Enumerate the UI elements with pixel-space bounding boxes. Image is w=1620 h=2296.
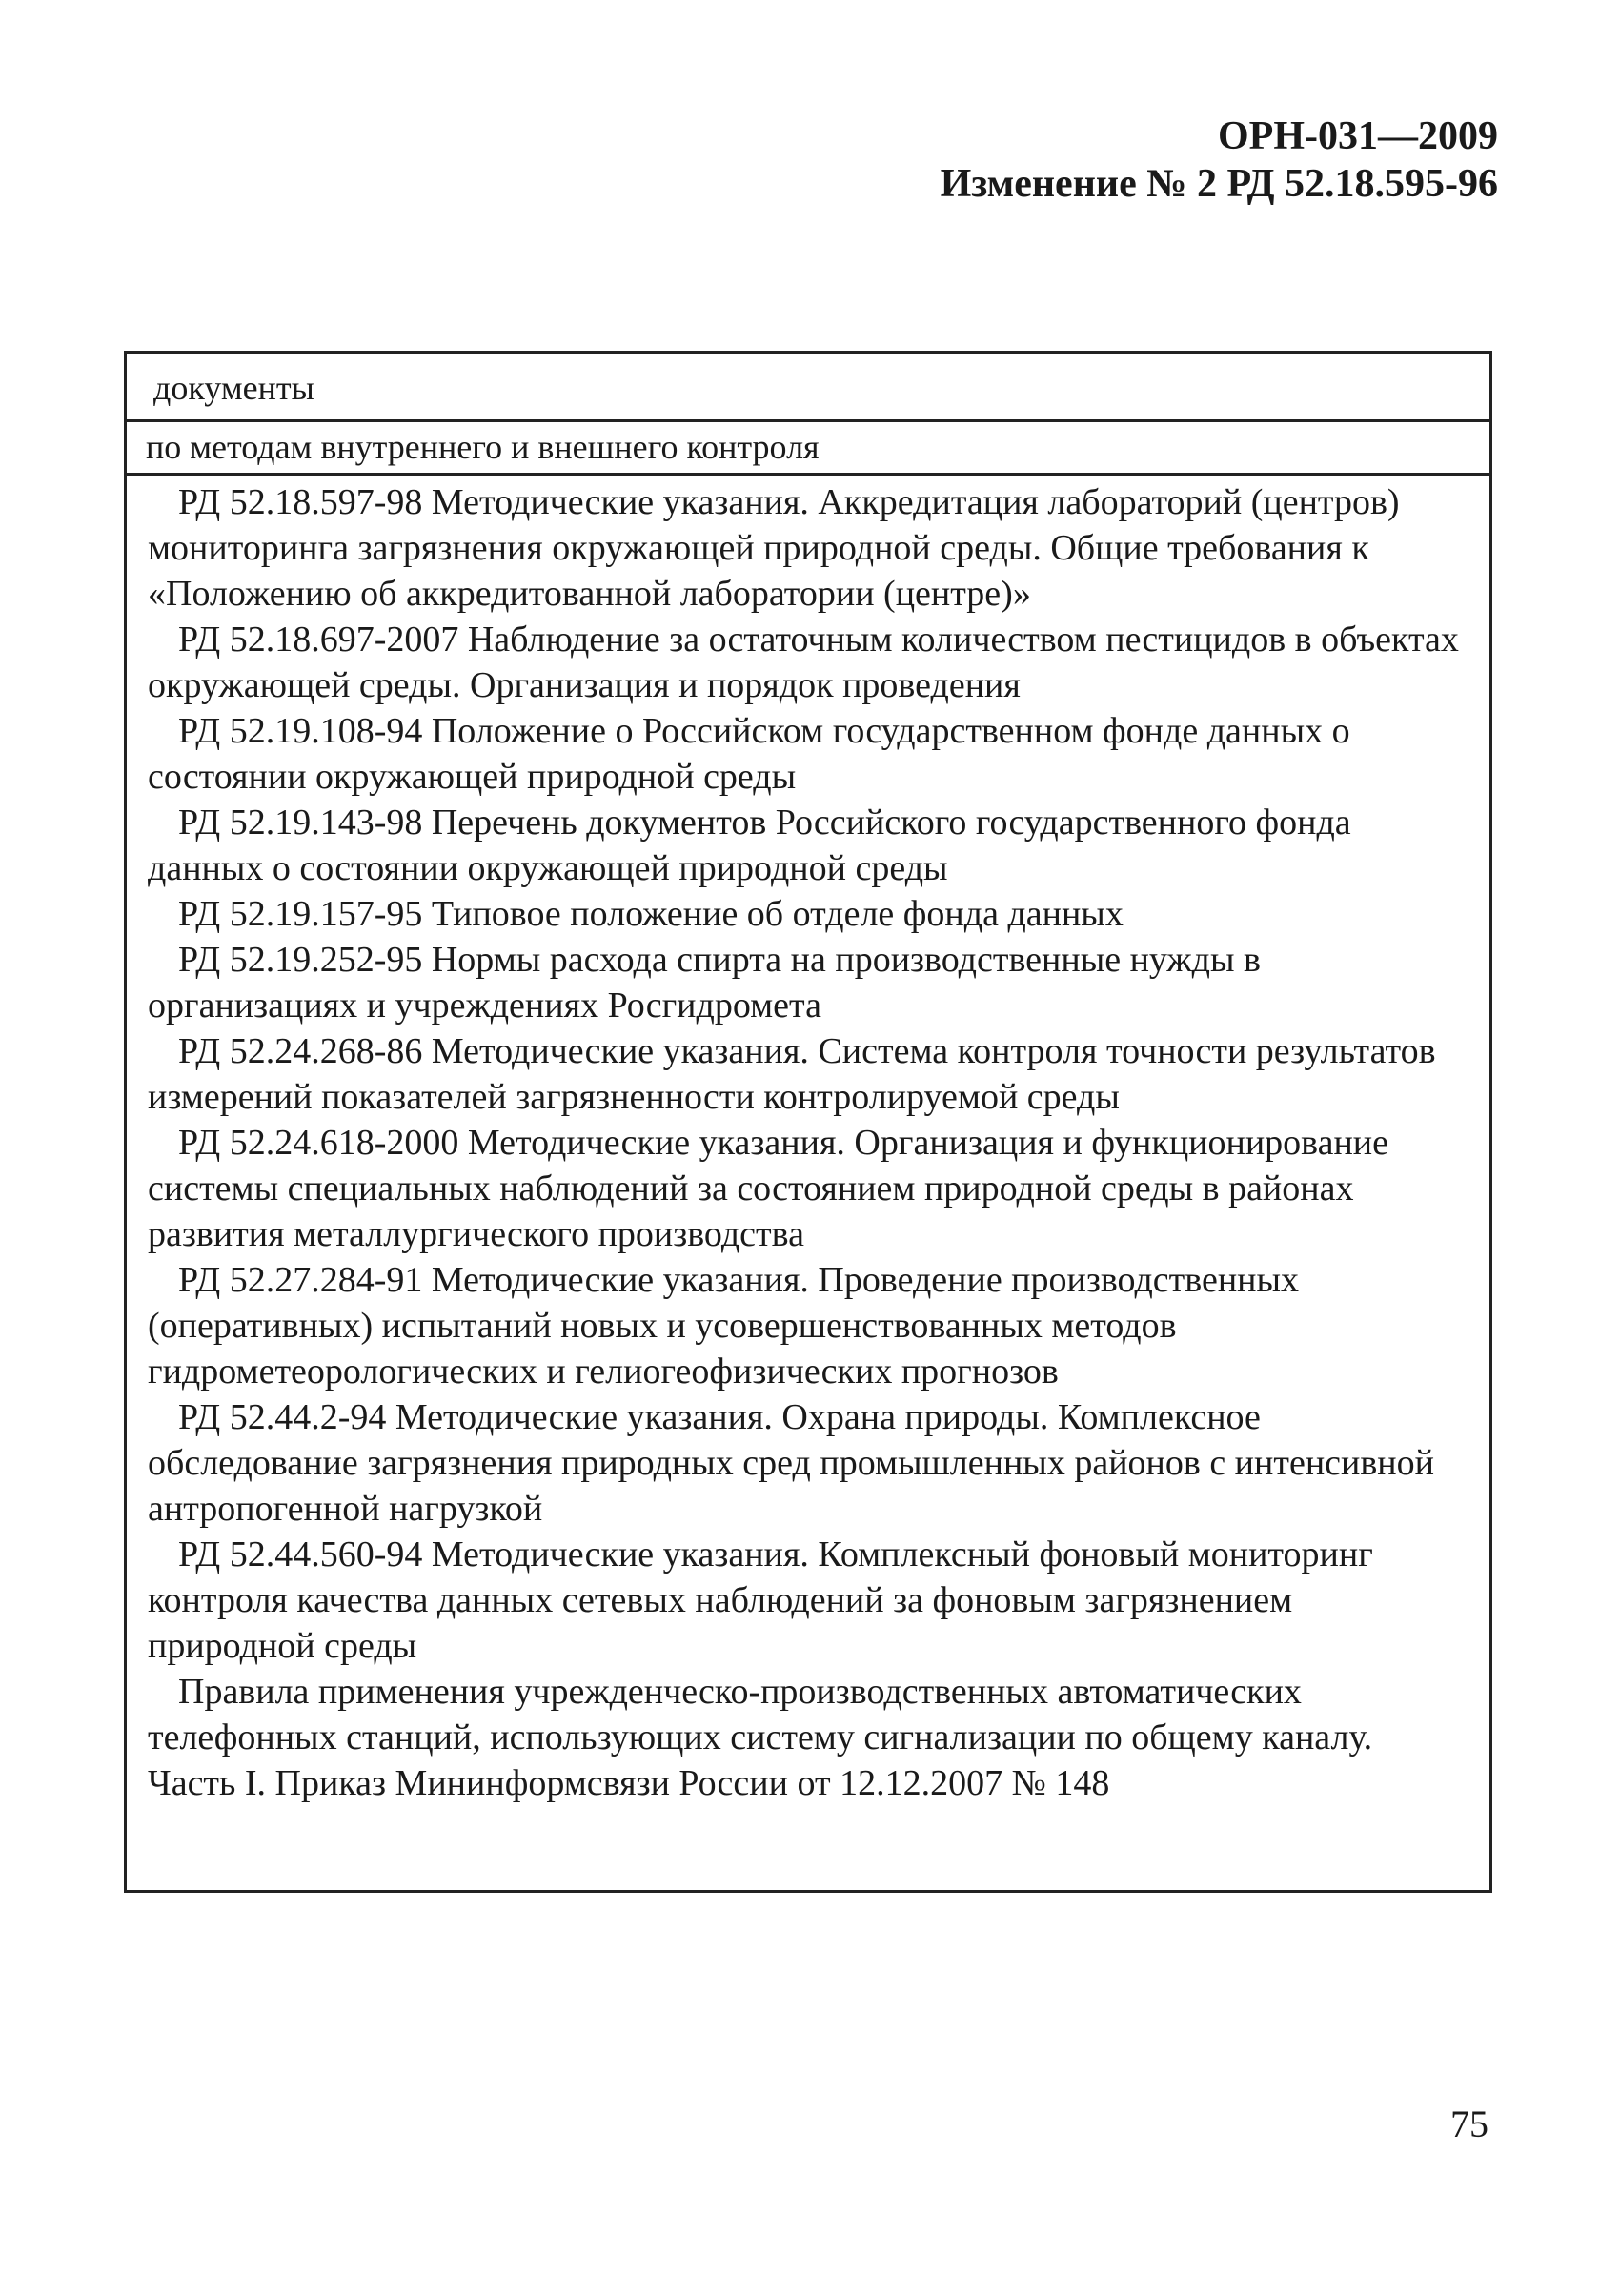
list-item: Правила применения учрежденческо-производственных автоматических телефонных станций, использующих систему сигнализации по общему каналу. Часть I. Приказ Мининформсвязи России от 12.12.2007 № 148 [148,1672,1373,1803]
list-item: РД 52.27.284-91 Методические указания. Проведение производственных (оперативных) испытаний новых и усовершенствованных методов гидрометеорологических и гелиогеофизических прогнозов [148,1260,1300,1392]
list-item: РД 52.18.697-2007 Наблюдение за остаточным количеством пестицидов в объектах окружающей среды. Организация и порядок проведения [148,620,1459,705]
list-item: РД 52.44.2-94 Методические указания. Охрана природы. Комплексное обследование загрязнения природных сред промышленных районов с интенсивной антропогенной нагрузкой [148,1397,1434,1529]
documents-table [124,351,1492,1893]
document-list [127,476,1489,1806]
document-code: ОРН-031—2009 [1218,114,1498,158]
table-row-documents: документы [127,354,1489,422]
page-number: 75 [1450,2103,1488,2145]
amendment-title: Изменение № 2 РД 52.18.595-96 [940,162,1498,206]
list-item: РД 52.19.252-95 Нормы расхода спирта на производственные нужды в организациях и учреждениях Росгидромета [148,940,1261,1026]
list-item: РД 52.24.268-86 Методические указания. Система контроля точности результатов измерений показателей загрязненности контролируемой среды [148,1031,1436,1117]
list-item: РД 52.18.597-98 Методические указания. Аккредитация лабораторий (центров) мониторинга загрязнения окружающей природной среды. Общие требования к «Положению об аккредитованной лаборатории (центре)» [148,482,1400,614]
list-item: РД 52.44.560-94 Методические указания. Комплексный фоновый мониторинг контроля качества данных сетевых наблюдений за фоновым загрязнением природной среды [148,1534,1373,1666]
list-item: РД 52.19.108-94 Положение о Российском государственном фонде данных о состоянии окружающей природной среды [148,711,1350,797]
document-header [941,112,1498,208]
table-row-control-methods: по методам внутреннего и внешнего контроля [127,422,1489,476]
list-item: РД 52.19.143-98 Перечень документов Российского государственного фонда данных о состоянии окружающей природной среды [148,803,1351,888]
list-item: РД 52.24.618-2000 Методические указания. Организация и функционирование системы специальных наблюдений за состоянием природной среды в районах развития металлургического производства [148,1123,1389,1254]
list-item: РД 52.19.157-95 Типовое положение об отделе фонда данных [178,894,1124,934]
